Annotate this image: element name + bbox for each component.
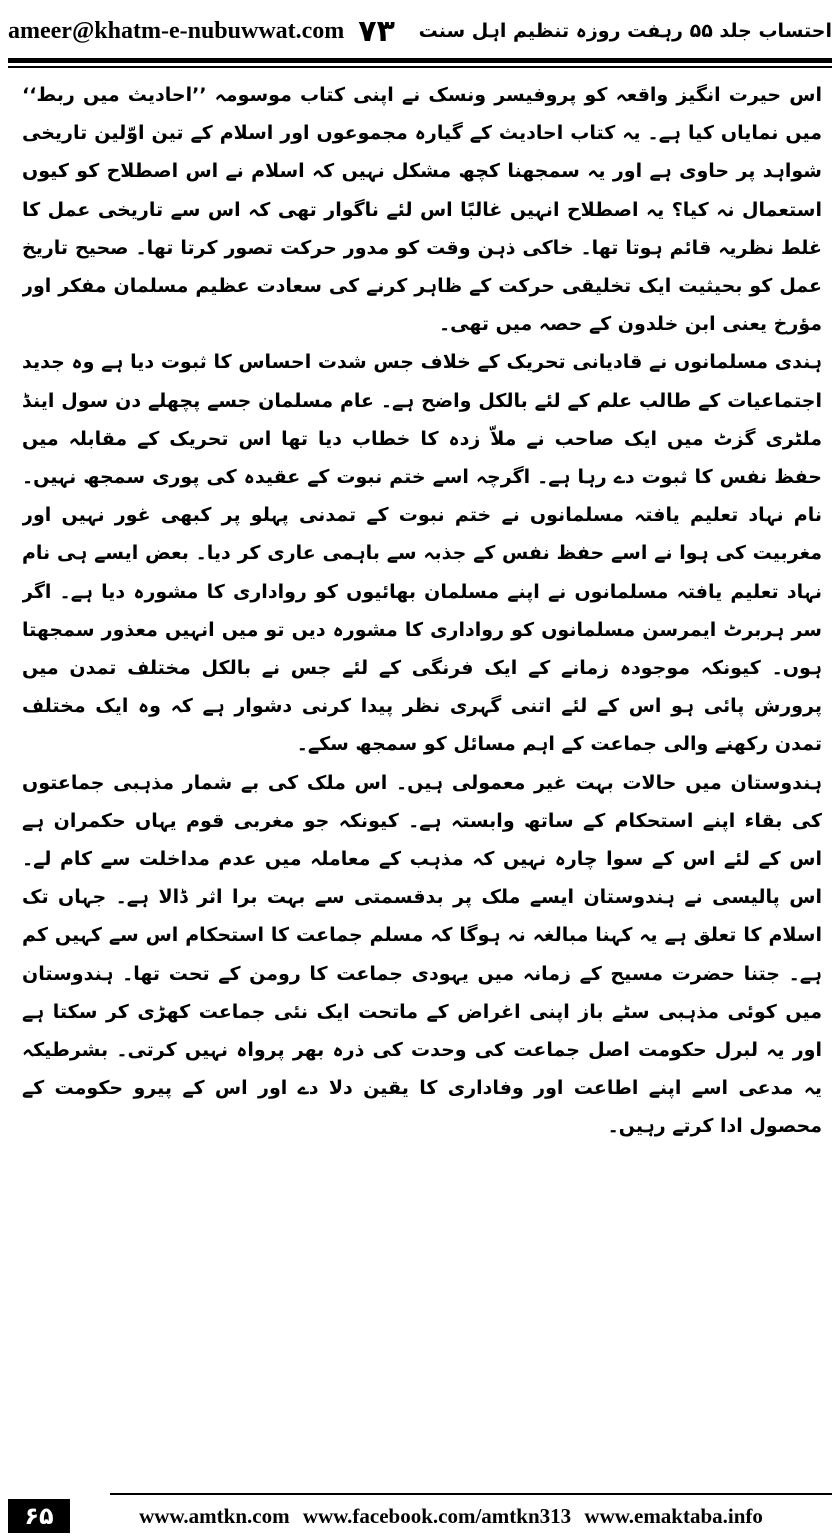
page-number-box <box>8 1499 70 1533</box>
footer-rule <box>110 1493 832 1495</box>
article-body <box>22 76 822 1484</box>
footer-link-facebook[interactable]: www.facebook.com/amtkn313 <box>302 1503 572 1528</box>
footer-link-amtkn[interactable]: www.amtkn.com <box>139 1503 290 1528</box>
page-footer <box>8 1498 832 1534</box>
header-rule-thick <box>8 58 832 63</box>
page-number: ۶۵ <box>24 1502 54 1530</box>
header-rule-thin <box>8 66 832 68</box>
paragraph-1: اس حیرت انگیز واقعہ کو پروفیسر ونسک نے اپنی کتاب موسومہ ’’احادیث میں ربط‘‘ میں نمایاں کیا ہے۔ یہ کتاب احادیث کے گیارہ مجموعوں اور اسلام کے تین اوّلین تاریخی شواہد پر حاوی ہے اور یہ سمجھنا کچھ مشکل نہیں کہ اسلام نے اس اصطلاح کو کیوں استعمال نہ کیا؟ یہ اصطلاح انہیں غالبًا اس لئے ناگوار تھی کہ اس سے تاریخی عمل کا غلط نظریہ قائم ہوتا تھا۔ خاکی ذہن وقت کو مدور حرکت تصور کرتا تھا۔ صحیح تاریخ عمل کو بحیثیت ایک تخلیقی حرکت کے ظاہر کرنے کی سعادت عظیم مسلمان مفکر اور مؤرخ یعنی ابن خلدون کے حصہ میں تھی۔ <box>22 84 822 336</box>
paragraph-2: ہندی مسلمانوں نے قادیانی تحریک کے خلاف جس شدت احساس کا ثبوت دیا ہے وہ جدید اجتماعیات کے طالب علم کے لئے بالکل واضح ہے۔ عام مسلمان جسے پچھلے دن سول اینڈ ملٹری گزٹ میں ایک صاحب نے ملاّ زدہ کا خطاب دیا تھا اس تحریک کے مقابلہ میں حفظ نفس کا ثبوت دے رہا ہے۔ اگرچہ اسے ختم نبوت کے عقیدہ کی پوری سمجھ نہیں۔ نام نہاد تعلیم یافتہ مسلمانوں نے ختم نبوت کے تمدنی پہلو پر کبھی غور نہیں اور مغربیت کی ہوا نے اسے حفظ نفس کے جذبہ سے باہمی عاری کر دیا۔ بعض ایسے ہی نام نہاد تعلیم یافتہ مسلمانوں نے اپنے مسلمان بھائیوں کو رواداری کا مشورہ دیا ہے۔ اگر سر ہربرٹ ایمرسن مسلمانوں کو رواداری کا مشورہ دیں تو میں انہیں معذور سمجھتا ہوں۔ کیونکہ موجودہ زمانے کے ایک فرنگی کے لئے جس نے بالکل مختلف تمدن میں پرورش پائی ہو اس کے لئے اتنی گہری نظر پیدا کرنی دشوار ہے کہ وہ ایک مختلف تمدن رکھنے والی جماعت کے اہم مسائل کو سمجھ سکے۔ <box>22 351 822 756</box>
paragraph-3: ہندوستان میں حالات بہت غیر معمولی ہیں۔ اس ملک کی بے شمار مذہبی جماعتوں کی بقاء اپنے استحکام کے ساتھ وابستہ ہے۔ کیونکہ جو مغربی قوم یہاں حکمران ہے اس کے لئے اس کے سوا چارہ نہیں کہ مذہب کے معاملہ میں عدم مداخلت سے کام لے۔ اس پالیسی نے ہندوستان ایسے ملک پر بدقسمتی سے بہت برا اثر ڈالا ہے۔ جہاں تک اسلام کا تعلق ہے یہ کہنا مبالغہ نہ ہوگا کہ مسلم جماعت کا استحکام اس سے کہیں کم ہے۔ جتنا حضرت مسیح کے زمانہ میں یہودی جماعت کا رومن کے تحت تھا۔ ہندوستان میں کوئی مذہبی سٹے باز اپنی اغراض کے ماتحت ایک نئی جماعت کھڑی کر سکتا ہے اور یہ لبرل حکومت اصل جماعت کی وحدت کی ذرہ بھر پرواہ نہیں کرتی۔ بشرطیکہ یہ مدعی اسے اپنے اطاعت اور وفاداری کا یقین دلا دے اور اس کے پیرو حکومت کے محصول ادا کرتے رہیں۔ <box>22 771 822 1138</box>
journal-title: احتساب جلد ۵۵ رہفت روزہ تنظیم اہل سنت <box>418 20 832 42</box>
header-email[interactable]: ameer@khatm-e-nubuwwat.com <box>8 17 345 44</box>
header-page-marker: ۷۳ <box>358 13 395 49</box>
page-header <box>8 8 832 54</box>
footer-links <box>70 1504 832 1529</box>
footer-link-emaktaba[interactable]: www.emaktaba.info <box>584 1503 763 1528</box>
